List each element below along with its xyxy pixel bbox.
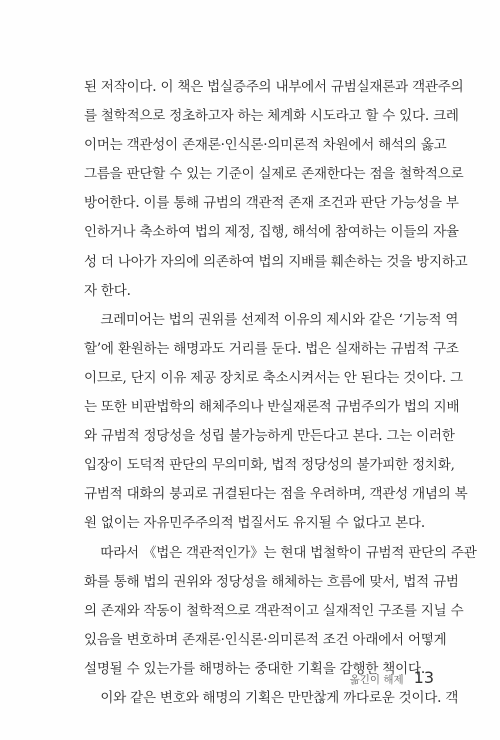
text-line: 는 또한 비판법학의 해체주의나 반실재론적 규범주의가 법의 지배 [84, 399, 460, 416]
text-line: 크레미어는 법의 권위를 선제적 이유의 제시와 같은 ‘기능적 역 [84, 311, 459, 328]
text-line: 이므로, 단지 이유 제공 장치로 축소시켜서는 안 된다는 것이다. 그 [84, 369, 463, 386]
text-line: 따라서 《법은 객관적인가》는 현대 법철학이 규범적 판단의 주관 [84, 544, 477, 561]
page-number: 13 [413, 668, 434, 687]
text-line: 자 한다. [84, 282, 131, 299]
text-line: 인하거나 축소하여 법의 제정, 집행, 해석에 참여하는 이들의 자율 [84, 224, 459, 241]
text-line: 규범적 대화의 붕괴로 귀결된다는 점을 우려하며, 객관성 개념의 복 [84, 486, 468, 503]
text-line: 와 규범적 정당성을 성립 불가능하게 만든다고 본다. 그는 이러한 [84, 428, 455, 445]
text-line: 원 없이는 자유민주주의적 법질서도 유지될 수 없다고 본다. [84, 515, 425, 532]
text-line: 있음을 변호하며 존재론·인식론·의미론적 조건 아래에서 어떻게 [84, 631, 447, 648]
body-text [84, 73, 477, 713]
text-line: 이와 같은 변호와 해명의 기획은 만만찮게 까다로운 것이다. 객 [84, 689, 459, 706]
text-line: 화를 통해 법의 권위와 정당성을 해체하는 흐름에 맞서, 법적 규범 [84, 573, 459, 590]
running-head: 옮긴이 해제 [349, 674, 404, 686]
text-line: 설명될 수 있는가를 해명하는 중대한 기획을 감행한 책이다. [84, 660, 425, 677]
text-line: 이머는 객관성이 존재론·인식론·의미론적 차원에서 해석의 옳고 [84, 137, 447, 154]
text-line: 의 존재와 작동이 철학적으로 객관적이고 실재적인 구조를 지닐 수 [84, 602, 464, 619]
text-line: 를 철학적으로 정초하고자 하는 체계화 시도라고 할 수 있다. 크레 [84, 108, 459, 125]
text-line: 성 더 나아가 자의에 의존하여 법의 지배를 훼손하는 것을 방지하고 [84, 253, 468, 270]
text-line: 할’에 환원하는 해명과도 거리를 둔다. 법은 실재하는 규범적 구조 [84, 340, 459, 357]
text-line: 그름을 판단할 수 있는 기준이 실제로 존재한다는 점을 철학적으로 [84, 166, 464, 183]
text-line: 방어한다. 이를 통해 규범의 객관적 존재 조건과 판단 가능성을 부 [84, 195, 459, 212]
text-line: 입장이 도덕적 판단의 무의미화, 법적 정당성의 불가피한 정치화, [84, 457, 455, 474]
page-footer [350, 668, 434, 692]
text-line: 된 저작이다. 이 책은 법실증주의 내부에서 규범실재론과 객관주의 [84, 79, 464, 95]
